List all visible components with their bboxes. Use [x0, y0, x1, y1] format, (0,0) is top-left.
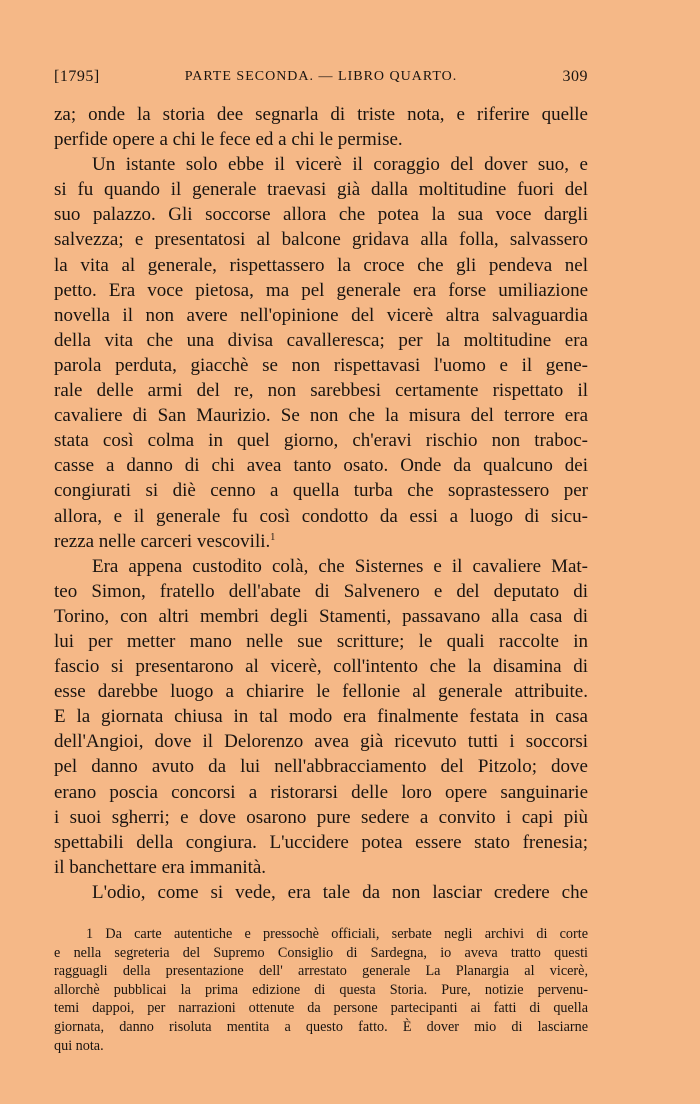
header-year: [1795] [54, 68, 100, 85]
text-line: esse darebbe luogo a chiarire le fellonie al generale attribuite. [54, 681, 588, 703]
text-line: Un istante solo ebbe il vicerè il coraggio del dover suo, e [92, 154, 588, 176]
text-line: teo Simon, fratello dell'abate di Salvenero e del deputato di [54, 580, 588, 602]
text-line: salvezza; e presentatosi al balcone gridava alla folla, salvassero [54, 229, 588, 251]
book-page [54, 64, 588, 1055]
text-line: E la giornata chiusa in tal modo era finalmente festata in casa [54, 706, 588, 728]
footnote-line: ragguagli della presentazione dell' arrestato generale La Planargia al vicerè, [54, 963, 588, 980]
header-running-title: PARTE SECONDA. — LIBRO QUARTO. [184, 69, 458, 84]
page-number: 309 [562, 68, 588, 85]
running-header [54, 64, 588, 90]
text-line: congiurati si diè cenno a quella turba che soprastessero per [54, 480, 588, 502]
text-line: rale delle armi del re, non sarebbesi certamente rispettato il [54, 380, 588, 402]
text-line: erano poscia concorsi a ristorarsi delle loro opere sanguinarie [54, 781, 588, 803]
text-line: allora, e il generale fu così condotto da essi a luogo di sicu- [54, 505, 588, 527]
text-line: novella il non avere nell'opinione del vicerè altra salvaguardia [54, 304, 588, 326]
text-line: il banchettare era immanità. [54, 856, 267, 878]
text-line: dell'Angioi, dove il Delorenzo avea già ricevuto tutti i soccorsi [54, 731, 588, 753]
footnote-line: qui nota. [54, 1037, 104, 1054]
text-line: spettabili della congiura. L'uccidere potea essere stato frenesia; [54, 831, 588, 853]
text-line: la vita al generale, rispettassero la croce che gli pendeva nel [54, 254, 588, 276]
text-line: fascio si presentarono al vicerè, coll'intento che la disamina di [54, 656, 588, 678]
text-line: i suoi sgherri; e dove osarono pure sedere a convito i capi più [54, 806, 588, 828]
text-line: petto. Era voce pietosa, ma pel generale era forse umiliazione [54, 279, 588, 301]
text-line: stata così colma in quel giorno, ch'eravi rischio non traboc- [54, 430, 588, 452]
text-line: cavaliere di San Maurizio. Se non che la misura del terrore era [54, 405, 588, 427]
footnote-line: giornata, danno risoluta mentita a questo fatto. È dover mio di lasciarne [54, 1018, 588, 1035]
footnote-marker: 1 [270, 531, 276, 543]
text-line: Torino, con altri membri degli Stamenti, passavano alla casa di [54, 605, 588, 627]
footnote-line: 1 Da carte autentiche e pressochè officiali, serbate negli archivi di corte [86, 926, 588, 942]
text-line: della vita che una divisa cavalleresca; per la moltitudine era [54, 329, 588, 351]
text-line: parola perduta, giacchè se non rispettavasi l'uomo e il gene- [54, 354, 588, 376]
text-line: perfide opere a chi le fece ed a chi le permise. [54, 129, 403, 151]
text-line: Era appena custodito colà, che Sisternes e il cavaliere Mat- [92, 555, 588, 577]
text-line: L'odio, come si vede, era tale da non lasciar credere che [92, 881, 588, 903]
body-text [54, 102, 588, 905]
footnote-line: e nella segreteria del Supremo Consiglio di Sardegna, io aveva tratto questi [54, 944, 588, 961]
text-line: pel danno avuto da lui nell'abbracciamento del Pitzolo; dove [54, 756, 588, 778]
text-line: lui per metter mano nelle sue scritture; le quali raccolte in [54, 630, 588, 652]
footnotes [54, 925, 588, 1055]
footnote-line: temi dappoi, per narrazioni ottenute da persone partecipanti ai fatti di quella [54, 1000, 588, 1017]
text-line: za; onde la storia dee segnarla di triste nota, e riferire quelle [54, 104, 588, 125]
text-line: rezza nelle carceri vescovili.$^1$ [54, 530, 276, 552]
footnote-line: allorchè pubblicai la prima edizione di questa Storia. Pure, notizie pervenu- [54, 981, 588, 998]
text-line: si fu quando il generale traevasi già dalla moltitudine fuori del [54, 179, 588, 201]
text-line: casse a danno di chi avea tanto osato. Onde da qualcuno dei [54, 455, 588, 477]
text-line: suo palazzo. Gli soccorse allora che potea la sua voce dargli [54, 204, 588, 226]
